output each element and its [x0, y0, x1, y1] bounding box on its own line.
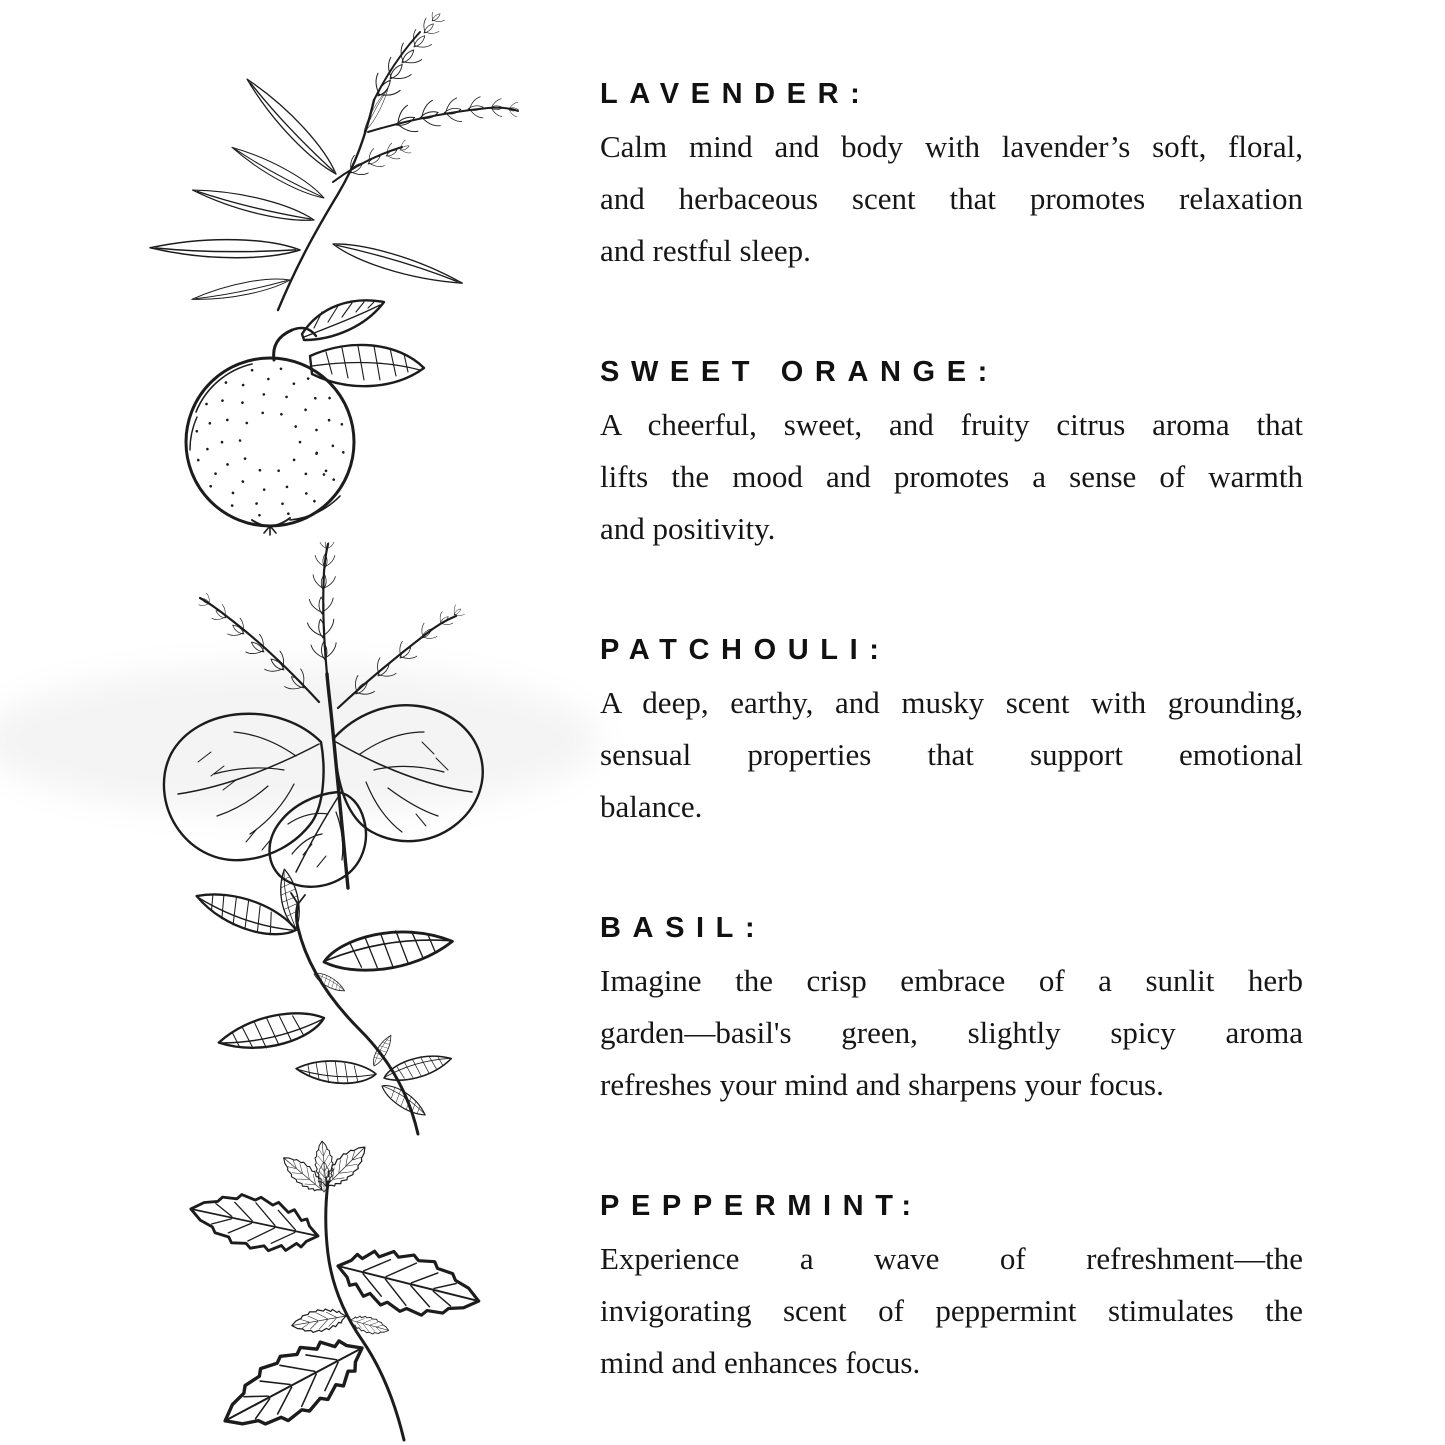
sweet-orange-heading: SWEET ORANGE: [600, 356, 999, 388]
text-line: mind and enhances focus. [600, 1345, 921, 1380]
text-line: A deep, earthy, and musky scent with grounding, [600, 685, 1303, 720]
section-basil [600, 912, 1303, 1111]
text-line: A cheerful, sweet, and fruity citrus aroma that [600, 407, 1303, 442]
section-peppermint [600, 1190, 1303, 1389]
lavender-sprig-icon [128, 12, 524, 312]
section-sweet-orange [600, 356, 1303, 555]
text-line: Imagine the crisp embrace of a sunlit herb [600, 963, 1303, 998]
peppermint-sprig-illustration [122, 1126, 506, 1442]
orange-fruit-icon [152, 290, 428, 536]
patchouli-description [600, 677, 1303, 833]
patchouli-plant-illustration [116, 542, 524, 890]
basil-heading: BASIL: [600, 912, 767, 944]
text-line: balance. [600, 789, 703, 824]
text-line: lifts the mood and promotes a sense of warmth [600, 459, 1303, 494]
basil-sprig-illustration [146, 866, 506, 1136]
text-line: and herbaceous scent that promotes relaxation [600, 181, 1303, 216]
text-line: refreshes your mind and sharpens your focus. [600, 1067, 1164, 1102]
orange-fruit-illustration [152, 290, 428, 536]
peppermint-sprig-icon [122, 1126, 506, 1442]
section-lavender [600, 78, 1303, 277]
text-line: invigorating scent of peppermint stimulates the [600, 1293, 1303, 1328]
patchouli-plant-icon [116, 542, 524, 890]
section-patchouli [600, 634, 1303, 833]
text-line: Calm mind and body with lavender’s soft, floral, [600, 129, 1303, 164]
text-line: garden—basil's green, slightly spicy aroma [600, 1015, 1303, 1050]
peppermint-description [600, 1233, 1303, 1389]
sweet-orange-description [600, 399, 1303, 555]
lavender-heading: LAVENDER: [600, 78, 872, 110]
text-line: and positivity. [600, 511, 776, 546]
peppermint-heading: PEPPERMINT: [600, 1190, 923, 1222]
text-line: Experience a wave of refreshment—the [600, 1241, 1303, 1276]
lavender-description [600, 121, 1303, 277]
lavender-sprig-illustration [128, 12, 524, 312]
text-line: sensual properties that support emotional [600, 737, 1303, 772]
basil-description [600, 955, 1303, 1111]
patchouli-heading: PATCHOULI: [600, 634, 891, 666]
basil-sprig-icon [146, 866, 506, 1136]
text-line: and restful sleep. [600, 233, 811, 268]
